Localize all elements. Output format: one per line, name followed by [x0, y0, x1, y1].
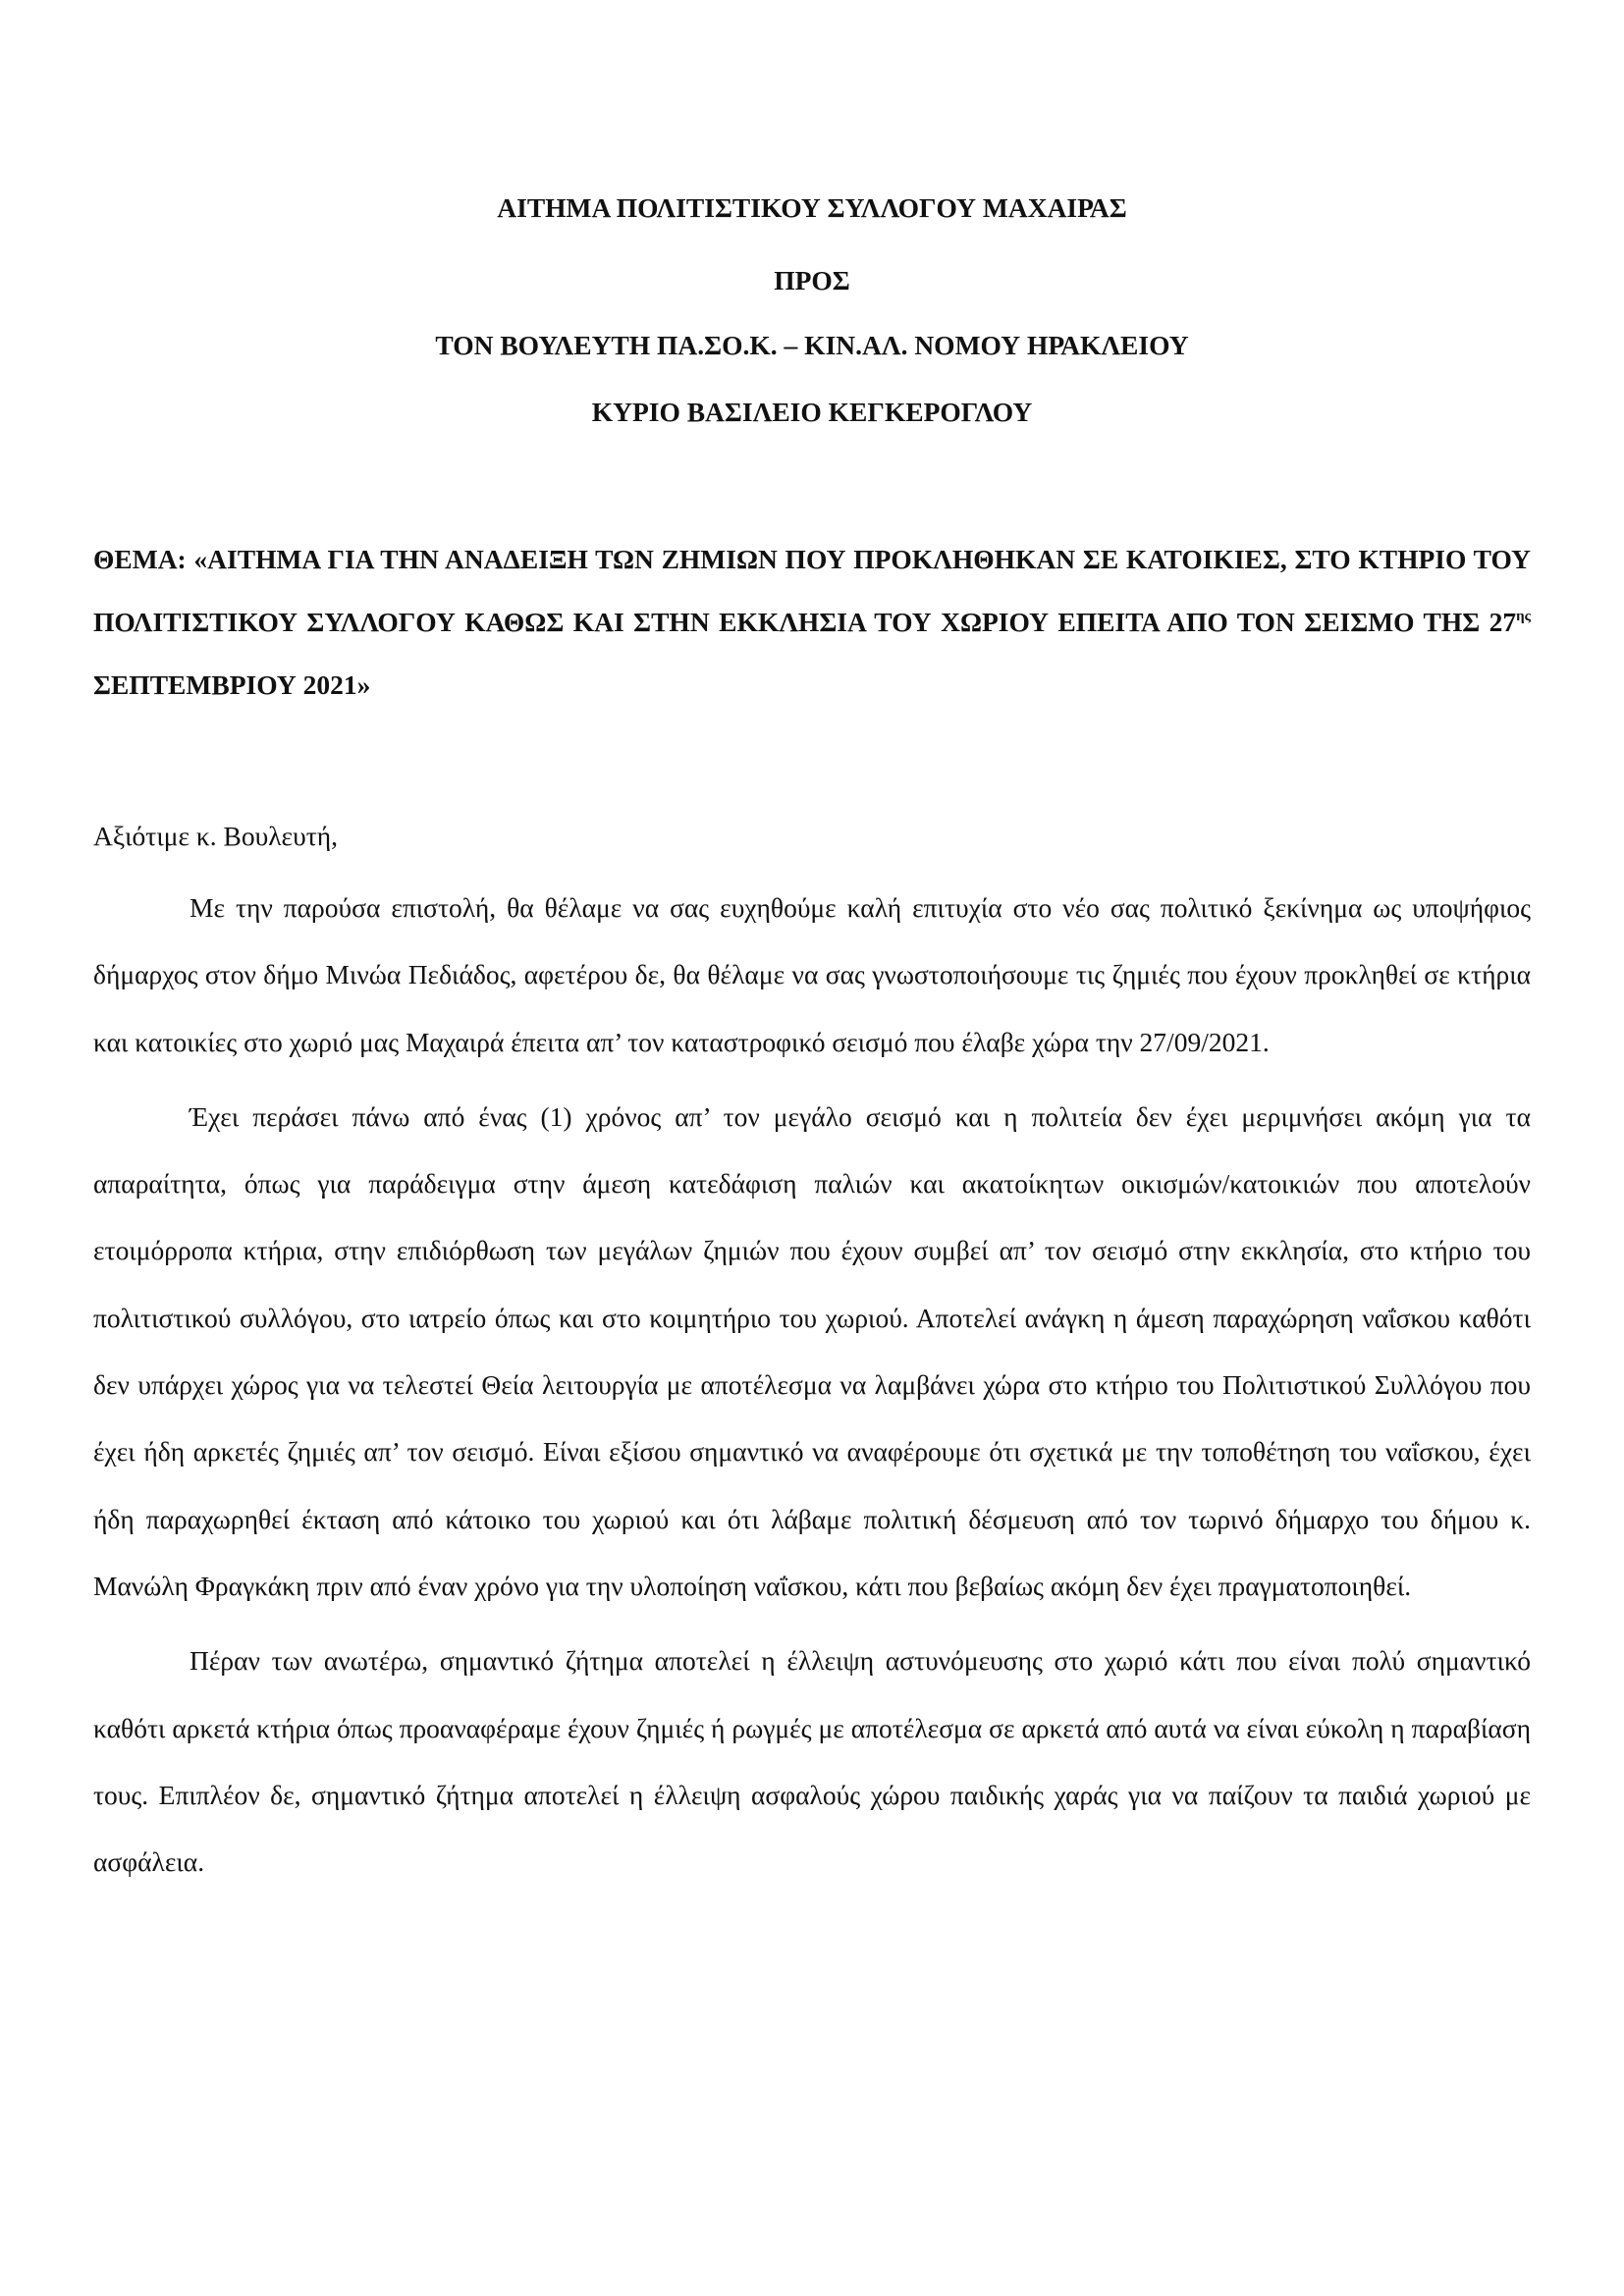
heading-recipient-role: ΤΟΝ ΒΟΥΛΕΥΤΗ ΠΑ.ΣΟ.Κ. – ΚΙΝ.ΑΛ. ΝΟΜΟΥ ΗΡΑΚΛΕΙΟΥ — [435, 330, 1189, 360]
heading-to: ΠΡΟΣ — [774, 265, 850, 295]
subject-block — [93, 528, 1531, 717]
subject-ending: ΣΕΠΤΕΜΒΡΙΟΥ 2021» — [93, 669, 371, 700]
paragraph-3: Πέραν των ανωτέρω, σημαντικό ζήτημα αποτελεί η έλλειψη αστυνόμευσης στο χωριό κάτι που είναι πολύ σημαντικό καθότι αρκετά κτήρια όπως προαναφέραμε έχουν ζημιές ή ρωγμές με αποτέλεσμα σε αρκετά από αυτά να είναι εύκολη η παραβίαση τους. Επιπλέον δε, σημαντικό ζήτημα αποτελεί η έλλειψη ασφαλούς χώρου παιδικής χαράς για να παίζουν τα παιδιά χωριού με ασφάλεια. — [93, 1645, 1531, 1878]
heading-title: ΑΙΤΗΜΑ ΠΟΛΙΤΙΣΤΙΚΟΥ ΣΥΛΛΟΓΟΥ ΜΑΧΑΙΡΑΣ — [497, 192, 1127, 223]
heading-recipient-name: ΚΥΡΙΟ ΒΑΣΙΛΕΙΟ ΚΕΓΚΕΡΟΓΛΟΥ — [591, 397, 1033, 427]
paragraph-2: Έχει περάσει πάνω από ένας (1) χρόνος απ’ τον μεγάλο σεισμό και η πολιτεία δεν έχει μεριμνήσει ακόμη για τα απαραίτητα, όπως για παράδειγμα στην άμεση κατεδάφιση παλιών και ακατοίκητων οικισμών/κατοικιών που αποτελούν ετοιμόρροπα κτήρια, στην επιδιόρθωση των μεγάλων ζημιών που έχουν συμβεί απ’ τον σεισμό στην εκκλησία, στο κτήριο του πολιτιστικού συλλόγου, στο ιατρείο όπως και στο κοιμητήριο του χωριού. Αποτελεί ανάγκη η άμεση παραχώρηση ναΐσκου καθότι δεν υπάρχει χώρος για να τελεστεί Θεία λειτουργία με αποτέλεσμα να λαμβάνει χώρα στο κτήριο του Πολιτιστικού Συλλόγου που έχει ήδη αρκετές ζημιές απ’ τον σεισμό. Είναι εξίσου σημαντικό να αναφέρουμε ότι σχετικά με την τοποθέτηση του ναΐσκου, έχει ήδη παραχωρηθεί έκταση από κάτοικο του χωριού και ότι λάβαμε πολιτική δέσμευση από τον τωρινό δήμαρχο του δήμου κ. Μανώλη Φραγκάκη πριν από έναν χρόνο για την υλοποίηση ναΐσκου, κάτι που βεβαίως ακόμη δεν έχει πραγματοποιηθεί. — [93, 1100, 1531, 1601]
letter-body — [93, 875, 1531, 1903]
greeting: Αξιότιμε κ. Βουλευτή, — [93, 821, 339, 851]
subject-superscript: ης — [1516, 609, 1531, 624]
paragraph-1: Με την παρούσα επιστολή, θα θέλαμε να σας ευχηθούμε καλή επιτυχία στο νέο σας πολιτικό ξεκίνημα ως υποψήφιος δήμαρχος στον δήμο Μινώα Πεδιάδος, αφετέρου δε, θα θέλαμε να σας γνωστοποιήσουμε τις ζημιές που έχουν προκληθεί σε κτήρια και κατοικίες στο χωριό μας Μαχαιρά έπειτα απ’ τον καταστροφικό σεισμό που έλαβε χώρα την 27/09/2021. — [93, 892, 1531, 1057]
subject-text: ΘΕΜΑ: «ΑΙΤΗΜΑ ΓΙΑ ΤΗΝ ΑΝΑΔΕΙΞΗ ΤΩΝ ΖΗΜΙΩΝ ΠΟΥ ΠΡΟΚΛΗΘΗΚΑΝ ΣΕ ΚΑΤΟΙΚΙΕΣ, ΣΤΟ ΚΤΗΡΙΟ ΤΟΥ ΠΟΛΙΤΙΣΤΙΚΟΥ ΣΥΛΛΟΓΟΥ ΚΑΘΩΣ ΚΑΙ ΣΤΗΝ ΕΚΚΛΗΣΙΑ ΤΟΥ ΧΩΡΙΟΥ ΕΠΕΙΤΑ ΑΠΟ ΤΟΝ ΣΕΙΣΜΟ ΤΗΣ 27 — [93, 544, 1531, 637]
